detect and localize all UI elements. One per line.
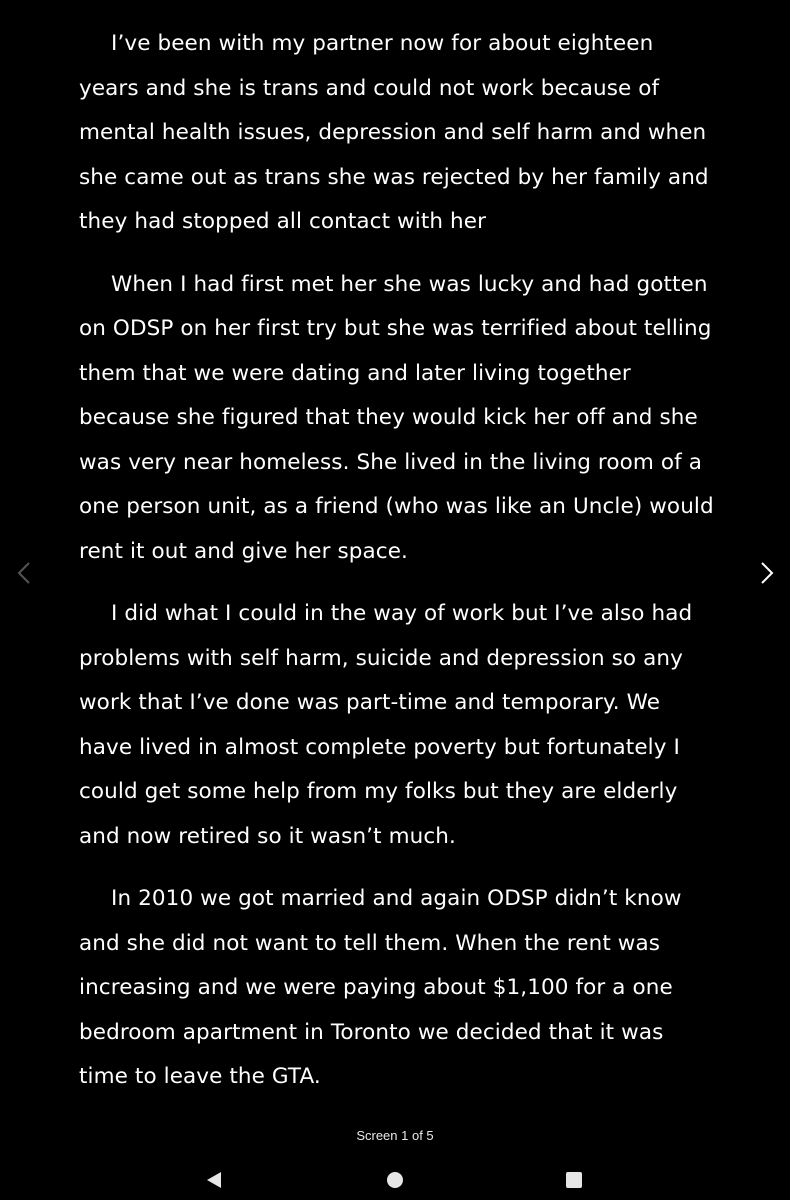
screen-counter: Screen 1 of 5 bbox=[356, 1128, 434, 1143]
reader-page bbox=[79, 22, 719, 1100]
paragraph-4: In 2010 we got married and again ODSP didn’t know and she did not want to tell them. When the rent was increasing and we were paying about $1,100 for a one bedroom apartment in Toronto we decided that it was time to leave the GTA. bbox=[79, 886, 682, 1089]
back-triangle-icon[interactable] bbox=[202, 1168, 226, 1192]
paragraph-3: I did what I could in the way of work but I’ve also had problems with self harm, suicide and depression so any work that I’ve done was part-time and temporary. We have lived in almost complete poverty but fortunately I could get some help from my folks but they are elderly and now retired so it wasn’t much. bbox=[79, 601, 693, 849]
system-navigation-bar bbox=[0, 1160, 790, 1200]
recent-square-icon[interactable] bbox=[562, 1168, 586, 1192]
chevron-right-icon[interactable] bbox=[755, 560, 779, 586]
home-circle-icon[interactable] bbox=[383, 1168, 407, 1192]
paragraph-1: I’ve been with my partner now for about eighteen years and she is trans and could not work because of mental health issues, depression and self harm and when she came out as trans she was rejected by her family and they had stopped all contact with her bbox=[79, 31, 709, 234]
paragraph-2: When I had first met her she was lucky and had gotten on ODSP on her first try but she was terrified about telling them that we were dating and later living together because she figured that they would kick her off and she was very near homeless. She lived in the living room of a one person unit, as a friend (who was like an Uncle) would rent it out and give her space. bbox=[79, 271, 714, 564]
chevron-left-icon[interactable] bbox=[12, 560, 36, 586]
